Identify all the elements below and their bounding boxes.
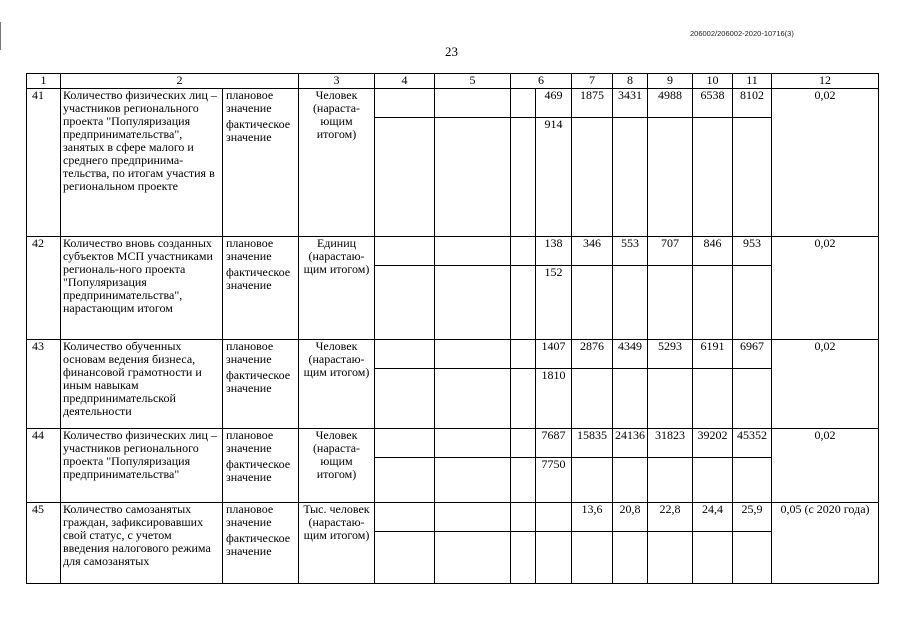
fact-value-cell bbox=[733, 458, 772, 503]
plan-value-cell: 1407 bbox=[536, 340, 572, 369]
plan-value-cell bbox=[536, 503, 572, 532]
plan-value-cell: 953 bbox=[733, 237, 772, 266]
fact-value-cell bbox=[693, 266, 733, 340]
plan-label: плановое значение bbox=[223, 340, 299, 369]
row-number: 42 bbox=[27, 237, 61, 340]
plan-value-cell: 846 bbox=[693, 237, 733, 266]
plan-value-cell: 25,9 bbox=[733, 503, 772, 532]
unit-cell: Человек (нараста-ющим итогом) bbox=[299, 429, 375, 503]
fact-value-cell bbox=[572, 458, 613, 503]
fact-value-cell bbox=[375, 458, 435, 503]
unit-cell: Тыс. человек (нарастаю-щим итогом) bbox=[299, 503, 375, 584]
header-cell: 3 bbox=[299, 74, 375, 89]
fact-value-cell bbox=[693, 458, 733, 503]
plan-label: плановое значение bbox=[223, 429, 299, 458]
header-cell: 6 bbox=[511, 74, 572, 89]
plan-value-cell: 24,4 bbox=[693, 503, 733, 532]
plan-value-cell: 5293 bbox=[648, 340, 693, 369]
fact-value-cell bbox=[613, 118, 648, 237]
indicator-name: Количество вновь созданных субъектов МСП участниками региональ-ного проекта "Популяризация предпринимательства", нарастающим итогом bbox=[61, 237, 223, 340]
plan-value-cell: 138 bbox=[536, 237, 572, 266]
fact-value-cell bbox=[648, 118, 693, 237]
header-cell: 7 bbox=[572, 74, 613, 89]
plan-value-cell bbox=[375, 429, 435, 458]
fact-value-cell: 7750 bbox=[536, 458, 572, 503]
plan-value-cell: 24136 bbox=[613, 429, 648, 458]
unit-cell: Человек (нарастаю-щим итогом) bbox=[299, 340, 375, 429]
fact-value-cell bbox=[511, 532, 536, 584]
plan-value-cell bbox=[375, 340, 435, 369]
fact-value-cell bbox=[511, 266, 536, 340]
fact-value-cell bbox=[435, 458, 511, 503]
header-cell: 11 bbox=[733, 74, 772, 89]
plan-value-cell: 31823 bbox=[648, 429, 693, 458]
plan-value-cell bbox=[435, 89, 511, 118]
fact-value-cell bbox=[648, 458, 693, 503]
fact-value-cell bbox=[511, 458, 536, 503]
fact-value-cell bbox=[435, 369, 511, 429]
fact-value-cell bbox=[435, 118, 511, 237]
indicator-row-plan bbox=[27, 340, 879, 369]
fact-value-cell bbox=[572, 369, 613, 429]
fact-label: фактическое значение bbox=[223, 118, 299, 237]
plan-value-cell: 346 bbox=[572, 237, 613, 266]
plan-value-cell: 39202 bbox=[693, 429, 733, 458]
page-number: 23 bbox=[445, 44, 458, 59]
indicators-table bbox=[26, 73, 879, 584]
indicator-name: Количество обученных основам ведения бизнеса, финансовой грамотности и иным навыкам предпринимательской деятельности bbox=[61, 340, 223, 429]
indicator-name: Количество физических лиц – участников регионального проекта "Популяризация предпринимательства" bbox=[61, 429, 223, 503]
plan-value-cell: 20,8 bbox=[613, 503, 648, 532]
fact-label: фактическое значение bbox=[223, 532, 299, 584]
fact-value-cell bbox=[375, 118, 435, 237]
fact-value-cell bbox=[572, 118, 613, 237]
fact-value-cell bbox=[648, 266, 693, 340]
indicator-row-plan bbox=[27, 237, 879, 266]
weight-cell: 0,02 bbox=[772, 89, 879, 237]
fact-value-cell bbox=[375, 266, 435, 340]
plan-label: плановое значение bbox=[223, 89, 299, 118]
plan-value-cell bbox=[435, 237, 511, 266]
indicator-row-plan bbox=[27, 503, 879, 532]
header-row bbox=[27, 74, 879, 89]
header-cell: 4 bbox=[375, 74, 435, 89]
plan-value-cell: 707 bbox=[648, 237, 693, 266]
header-cell: 5 bbox=[435, 74, 511, 89]
header-cell: 1 bbox=[27, 74, 61, 89]
fact-value-cell bbox=[733, 266, 772, 340]
header-cell: 9 bbox=[648, 74, 693, 89]
fact-value-cell bbox=[375, 369, 435, 429]
plan-value-cell: 4988 bbox=[648, 89, 693, 118]
row-number: 43 bbox=[27, 340, 61, 429]
fact-value-cell bbox=[536, 532, 572, 584]
plan-value-cell bbox=[375, 237, 435, 266]
plan-value-cell: 469 bbox=[536, 89, 572, 118]
fact-label: фактическое значение bbox=[223, 266, 299, 340]
header-cell: 2 bbox=[61, 74, 299, 89]
plan-value-cell bbox=[511, 503, 536, 532]
plan-value-cell: 8102 bbox=[733, 89, 772, 118]
plan-value-cell: 6967 bbox=[733, 340, 772, 369]
fact-value-cell: 914 bbox=[536, 118, 572, 237]
plan-value-cell: 4349 bbox=[613, 340, 648, 369]
plan-label: плановое значение bbox=[223, 237, 299, 266]
fact-value-cell bbox=[572, 532, 613, 584]
plan-value-cell: 22,8 bbox=[648, 503, 693, 532]
unit-cell: Человек (нараста-ющим итогом) bbox=[299, 89, 375, 237]
plan-value-cell bbox=[375, 503, 435, 532]
weight-cell: 0,02 bbox=[772, 429, 879, 503]
plan-value-cell: 3431 bbox=[613, 89, 648, 118]
plan-value-cell bbox=[435, 503, 511, 532]
fact-value-cell bbox=[693, 532, 733, 584]
header-cell: 12 bbox=[772, 74, 879, 89]
fact-value-cell bbox=[693, 118, 733, 237]
fact-value-cell bbox=[511, 118, 536, 237]
weight-cell: 0,02 bbox=[772, 237, 879, 340]
plan-value-cell bbox=[511, 89, 536, 118]
plan-value-cell: 1875 bbox=[572, 89, 613, 118]
plan-value-cell: 15835 bbox=[572, 429, 613, 458]
indicator-row-plan bbox=[27, 89, 879, 118]
fact-value-cell bbox=[648, 532, 693, 584]
plan-value-cell: 6538 bbox=[693, 89, 733, 118]
indicator-name: Количество физических лиц – участников регионального проекта "Популяризация предпринимательства", занятых в сфере малого и среднего предпринима-тельства, по итогам участия в региональном проекте bbox=[61, 89, 223, 237]
plan-value-cell: 7687 bbox=[536, 429, 572, 458]
plan-value-cell bbox=[511, 340, 536, 369]
plan-value-cell: 2876 bbox=[572, 340, 613, 369]
header-cell: 8 bbox=[613, 74, 648, 89]
fact-value-cell bbox=[693, 369, 733, 429]
page-edge-mark bbox=[0, 22, 1, 50]
fact-value-cell bbox=[733, 118, 772, 237]
fact-value-cell bbox=[648, 369, 693, 429]
weight-cell: 0,05 (с 2020 года) bbox=[772, 503, 879, 584]
row-number: 44 bbox=[27, 429, 61, 503]
weight-cell: 0,02 bbox=[772, 340, 879, 429]
row-number: 41 bbox=[27, 89, 61, 237]
indicator-name: Количество самозанятых граждан, зафиксировавших свой статус, с учетом введения налогового режима для самозанятых bbox=[61, 503, 223, 584]
fact-value-cell bbox=[613, 266, 648, 340]
plan-value-cell: 13,6 bbox=[572, 503, 613, 532]
indicator-row-plan bbox=[27, 429, 879, 458]
fact-value-cell bbox=[733, 369, 772, 429]
plan-value-cell bbox=[511, 237, 536, 266]
header-cell: 10 bbox=[693, 74, 733, 89]
fact-value-cell bbox=[435, 532, 511, 584]
fact-label: фактическое значение bbox=[223, 369, 299, 429]
plan-value-cell: 45352 bbox=[733, 429, 772, 458]
unit-cell: Единиц (нарастаю-щим итогом) bbox=[299, 237, 375, 340]
fact-value-cell bbox=[375, 532, 435, 584]
plan-value-cell: 553 bbox=[613, 237, 648, 266]
plan-label: плановое значение bbox=[223, 503, 299, 532]
fact-value-cell bbox=[511, 369, 536, 429]
fact-value-cell: 152 bbox=[536, 266, 572, 340]
fact-value-cell bbox=[613, 532, 648, 584]
fact-value-cell bbox=[733, 532, 772, 584]
plan-value-cell bbox=[435, 340, 511, 369]
row-number: 45 bbox=[27, 503, 61, 584]
plan-value-cell bbox=[511, 429, 536, 458]
fact-value-cell bbox=[613, 458, 648, 503]
fact-value-cell: 1810 bbox=[536, 369, 572, 429]
plan-value-cell bbox=[435, 429, 511, 458]
fact-label: фактическое значение bbox=[223, 458, 299, 503]
plan-value-cell bbox=[375, 89, 435, 118]
fact-value-cell bbox=[435, 266, 511, 340]
plan-value-cell: 6191 bbox=[693, 340, 733, 369]
document-id: 206002/206002-2020-10716(3) bbox=[690, 29, 794, 38]
fact-value-cell bbox=[613, 369, 648, 429]
fact-value-cell bbox=[572, 266, 613, 340]
